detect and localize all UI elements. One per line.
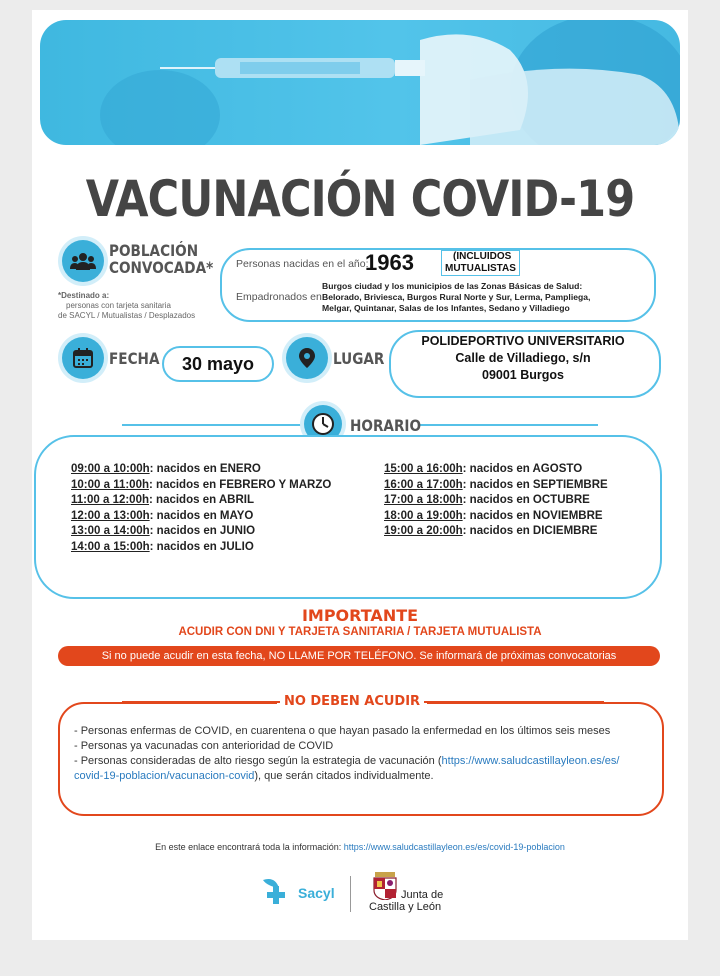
registered-label: Empadronados en: xyxy=(236,291,325,303)
included-note: (INCLUIDOS MUTUALISTAS xyxy=(441,250,520,276)
vaccination-strategy-link[interactable]: https://www.saludcastillayleon.es/es/ xyxy=(441,755,620,767)
vaccine-banner-image xyxy=(40,20,680,145)
schedule-row: 09:00 a 10:00h: nacidos en ENERO xyxy=(71,463,261,475)
poster xyxy=(32,10,688,940)
important-title: IMPORTANTE xyxy=(301,606,419,625)
important-subtitle: ACUDIR CON DNI Y TARJETA SANITARIA / TARJETA MUTUALISTA xyxy=(178,626,542,638)
schedule-title: HORARIO xyxy=(350,416,422,435)
schedule-row: 16:00 a 17:00h: nacidos en SEPTIEMBRE xyxy=(384,478,608,491)
logo-divider xyxy=(350,876,351,912)
no-call-banner: Si no puede acudir en esta fecha, NO LLAME POR TELÉFONO. Se informará de próximas convocatorias xyxy=(58,646,660,666)
page-title: VACUNACIÓN COVID-19 xyxy=(85,170,635,228)
destined-note: *Destinado a: personas con tarjeta sanitaria de SACYL / Mutualistas / Desplazados xyxy=(58,291,196,320)
schedule-row: 10:00 a 11:00h: nacidos en FEBRERO Y MARZO xyxy=(71,478,332,491)
vaccination-strategy-link-cont[interactable]: covid-19-poblacion/vacunacion-covid xyxy=(74,770,255,782)
date-pill xyxy=(162,346,274,382)
sacyl-label: Sacyl xyxy=(298,885,335,901)
list-item: - Personas enfermas de COVID, en cuarentena o que hayan pasado la enfermedad en los últimos seis meses xyxy=(74,725,611,737)
schedule-divider-left xyxy=(122,424,302,426)
no-attend-list xyxy=(74,724,654,784)
no-attend-divider-left xyxy=(122,701,280,703)
no-attend-divider-right xyxy=(424,701,604,703)
list-item: - Personas consideradas de alto riesgo según la estrategia de vacunación (https://www.saludcastillayleon.es/es/ covid-19-poblacion/vacunacion-covid), que serán citados individualmente. xyxy=(74,755,620,782)
schedule-row: 18:00 a 19:00h: nacidos en NOVIEMBRE xyxy=(384,509,603,522)
schedule-row: 11:00 a 12:00h: nacidos en ABRIL xyxy=(71,494,255,506)
schedule-row: 14:00 a 15:00h: nacidos en JULIO xyxy=(71,540,254,553)
population-label: POBLACIÓN CONVOCADA* xyxy=(109,241,214,277)
date-value: 30 mayo xyxy=(181,353,255,374)
sacyl-logo-icon xyxy=(257,876,293,912)
info-link[interactable]: https://www.saludcastillayleon.es/es/covid-19-poblacion xyxy=(343,842,565,852)
place-address: POLIDEPORTIVO UNIVERSITARIO Calle de Villadiego, s/n 09001 Burgos xyxy=(421,334,625,382)
schedule-right-column xyxy=(384,463,608,541)
place-label: LUGAR xyxy=(333,349,385,368)
info-footer: En este enlace encontrará toda la información: https://www.saludcastillayleon.es/es/covid-19-poblacion xyxy=(155,842,565,852)
born-year: 1963 xyxy=(365,250,414,275)
registered-areas: Burgos ciudad y los municipios de las Zonas Básicas de Salud: Belorado, Briviesca, Burgos Rural Norte y Sur, Lerma, Pampliega, Melgar, Quintanar, Salas de los Infantes, Sedano y Villadiego xyxy=(322,281,591,313)
born-label: Personas nacidas en el año: xyxy=(236,258,369,270)
schedule-row: 13:00 a 14:00h: nacidos en JUNIO xyxy=(71,525,256,537)
date-label: FECHA xyxy=(109,349,160,368)
schedule-row: 15:00 a 16:00h: nacidos en AGOSTO xyxy=(384,463,583,475)
people-icon xyxy=(62,240,104,282)
schedule-row: 19:00 a 20:00h: nacidos en DICIEMBRE xyxy=(384,525,598,537)
list-item: - Personas ya vacunadas con anterioridad de COVID xyxy=(74,740,334,752)
schedule-row: 12:00 a 13:00h: nacidos en MAYO xyxy=(71,509,254,522)
no-attend-title: NO DEBEN ACUDIR xyxy=(283,694,421,709)
schedule-row: 17:00 a 18:00h: nacidos en OCTUBRE xyxy=(384,494,590,506)
calendar-icon xyxy=(62,337,104,379)
location-pin-icon xyxy=(286,337,328,379)
schedule-divider-right xyxy=(418,424,598,426)
junta-label: Junta de Castilla y León xyxy=(369,889,444,913)
schedule-left-column xyxy=(71,463,331,556)
